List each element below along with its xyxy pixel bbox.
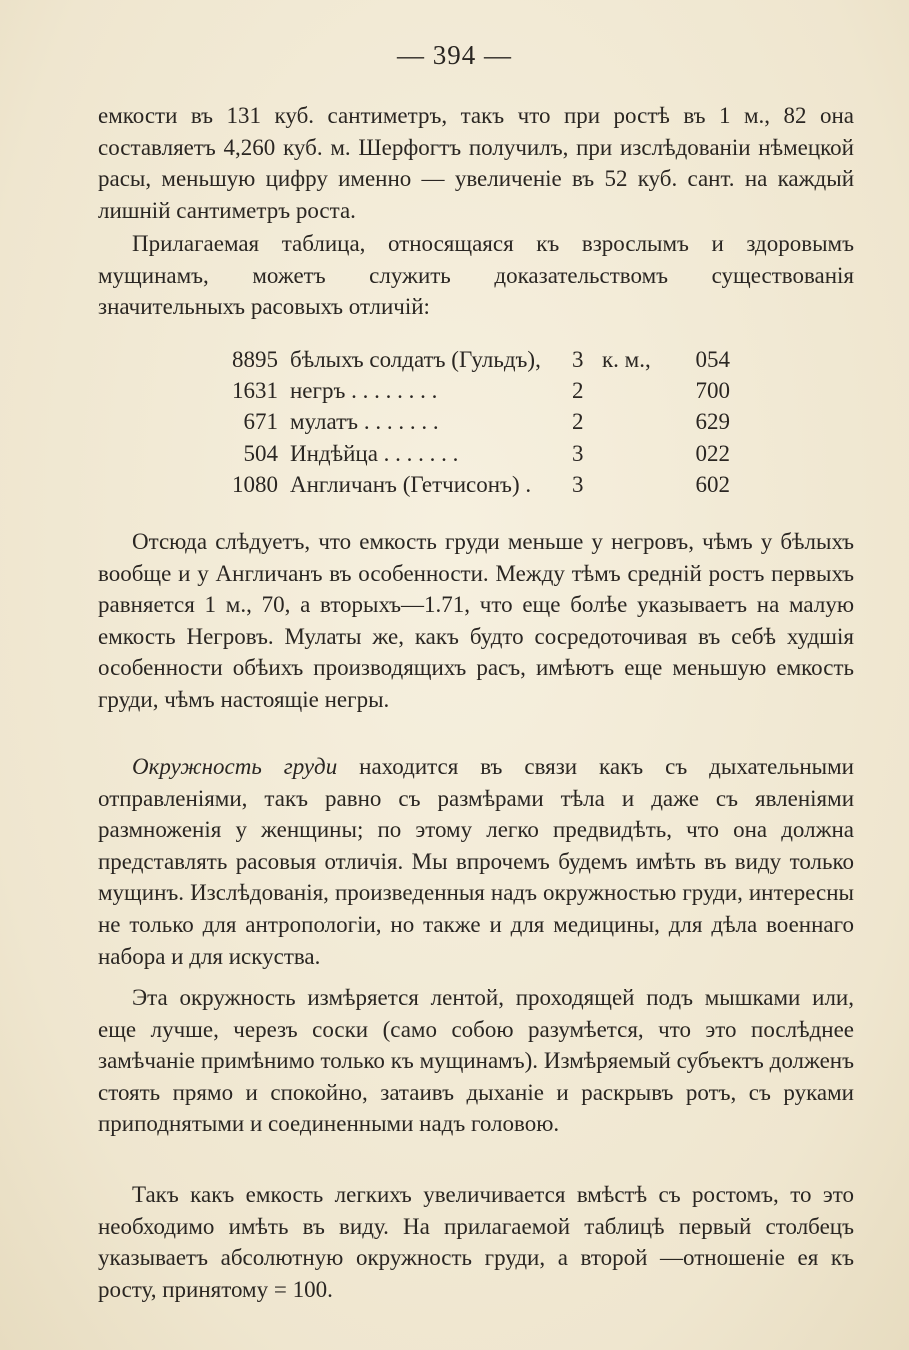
row-value-a: 2 [572,409,584,435]
row-value-a: 2 [572,378,584,404]
chest-capacity-table [222,344,762,500]
row-value-b: 700 [695,378,730,404]
row-value-a: 3 [572,347,584,372]
paragraph-6-text: Такъ какъ емкость легкихъ увеличивается вмѣстѣ съ ростомъ, то это необходимо имѣть въ виду. На прилагаемой таблицѣ первый столбецъ указываетъ абсолютную окружность груди, а второй —отношеніе ея къ росту, принятому = 100. [98,1182,854,1302]
page-number: — 394 — [397,40,512,70]
row-count: 1631 [232,378,278,404]
paragraph-5-text: Эта окружность измѣряется лентой, проходящей подъ мышками или, еще лучше, черезъ соски (само собою разумѣется, что это послѣднее замѣчаніе примѣнимо только къ мущинамъ). Измѣряемый субъектъ долженъ стоять прямо и спокойно, затаивъ дыханіе и раскрывъ ротъ, съ руками приподнятыми и соединенными надъ головою. [98,985,854,1137]
row-unit [602,406,682,437]
table-row [222,375,762,406]
paragraph-4 [98,751,854,972]
row-label: мулатъ . . . . . . . [290,409,439,435]
row-value-a: 3 [572,471,584,497]
row-count: 8895 [232,347,278,372]
row-value-b: 602 [695,471,730,497]
paragraph-1 [98,100,854,226]
paragraph-4-body [98,751,854,972]
table-row [222,344,762,375]
table-row [222,406,762,437]
row-label: негръ . . . . . . . . [290,378,438,404]
row-value-b: 022 [695,440,730,466]
row-unit: к. м., [602,347,651,372]
row-label: Англичанъ (Гетчисонъ) . [290,471,532,497]
row-label: Индѣйца . . . . . . . [290,440,459,466]
table-row [222,469,762,500]
paragraph-2-text: Прилагаемая таблица, относящаяся къ взрослымъ и здоровымъ мущинамъ, можетъ служить доказательствомъ существованія значительныхъ расовыхъ отличій: [98,231,854,320]
row-unit [602,438,682,469]
paragraph-3-text: Отсюда слѣдуетъ, что емкость груди меньше у негровъ, чѣмъ у бѣлыхъ вообще и у Англичанъ въ особенности. Между тѣмъ средній ростъ первыхъ равняется 1 м., 70, а вторыхъ—1.71, что еще болѣе указываетъ на малую емкость Негровъ. Мулаты же, какъ будто сосредоточивая въ себѣ худшія особенности обѣихъ производящихъ расъ, имѣютъ еще меньшую емкость груди, чѣмъ настоящіе негры. [98,529,854,712]
paragraph-4-emphasis: Окружность груди [132,754,338,779]
row-value-a: 3 [572,440,584,466]
row-count: 671 [243,409,278,435]
table-row [222,438,762,469]
row-count: 1080 [232,471,278,497]
paragraph-4-text: находится въ связи какъ съ дыхательными отправленіями, такъ равно съ размѣрами тѣла и даже съ явленіями размноженія у женщины; по этому легко предвидѣть, что она должна представлять расовыя отличія. Мы впрочемъ будемъ имѣть въ виду только мущинъ. Изслѣдованія, произведенныя надъ окружностью груди, интересны не только для антропологіи, но также и для медицины, для дѣла военнаго набора и для искуства. [98,754,854,969]
row-value-b: 629 [695,409,730,435]
paragraph-3 [98,526,854,716]
paragraph-1-text: емкости въ 131 куб. сантиметръ, такъ что при ростѣ въ 1 м., 82 она составляетъ 4,260 куб. м. Шерфогтъ получилъ, при изслѣдованіи нѣмецкой расы, меньшую цифру именно — увеличеніе въ 52 куб. сант. на каждый лишній сантиметръ роста. [98,103,854,223]
row-unit [602,469,682,500]
paragraph-5 [98,982,854,1140]
row-label: бѣлыхъ солдатъ (Гульдъ), [290,347,541,372]
row-value-b: 054 [695,347,730,372]
paragraph-6 [98,1179,854,1305]
row-unit [602,375,682,406]
row-count: 504 [243,440,278,466]
paragraph-2 [98,228,854,323]
